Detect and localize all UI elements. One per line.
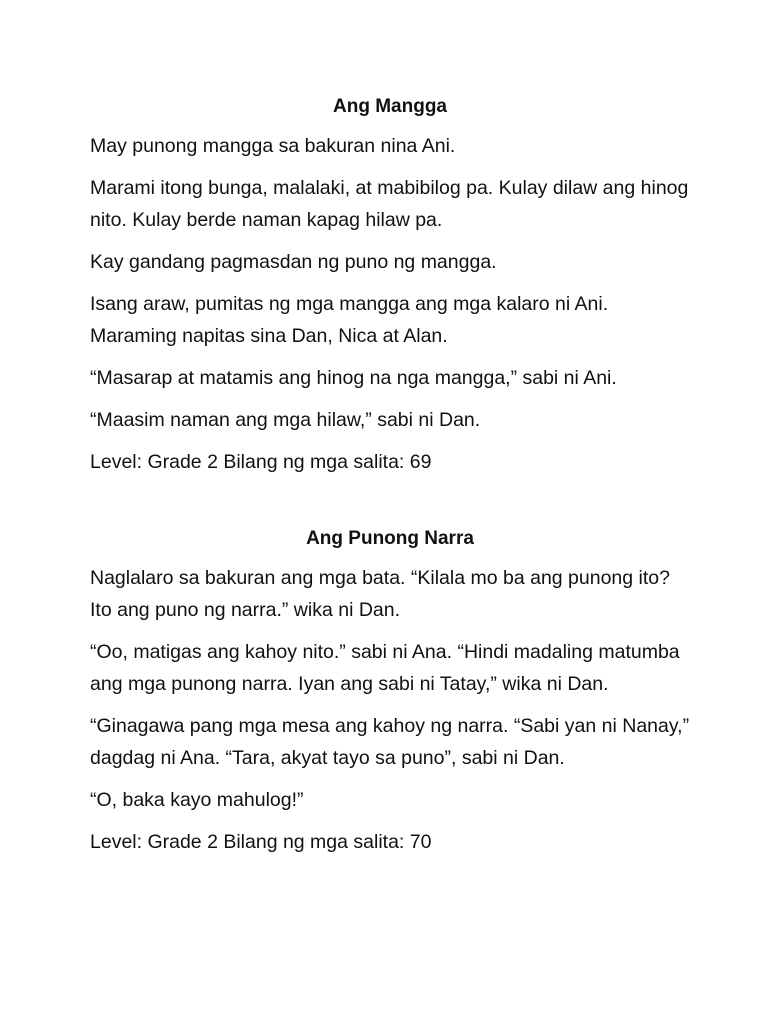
story-paragraph: “Ginagawa pang mga mesa ang kahoy ng narra. “Sabi yan ni Nanay,” dagdag ni Ana. “Tara, akyat tayo sa puno”, sabi ni Dan. xyxy=(90,715,690,769)
story-paragraph: Naglalaro sa bakuran ang mga bata. “Kilala mo ba ang punong ito? Ito ang puno ng narra.” wika ni Dan. xyxy=(90,567,670,621)
story-title: Ang Mangga xyxy=(333,96,447,117)
story-paragraph: Marami itong bunga, malalaki, at mabibilog pa. Kulay dilaw ang hinog nito. Kulay berde naman kapag hilaw pa. xyxy=(90,177,689,231)
story-title: Ang Punong Narra xyxy=(306,528,474,549)
story-paragraph: May punong mangga sa bakuran nina Ani. xyxy=(90,135,456,157)
story-paragraph: “Maasim naman ang mga hilaw,” sabi ni Dan. xyxy=(90,409,481,431)
story-paragraph: “Oo, matigas ang kahoy nito.” sabi ni Ana. “Hindi madaling matumba ang mga punong narra. Iyan ang sabi ni Tatay,” wika ni Dan. xyxy=(90,641,680,695)
story-paragraph: “O, baka kayo mahulog!” xyxy=(90,789,304,811)
story-ang-mangga xyxy=(90,94,690,488)
story-ang-punong-narra xyxy=(90,526,690,868)
story-level: Level: Grade 2 Bilang ng mga salita: 69 xyxy=(90,451,432,473)
story-level: Level: Grade 2 Bilang ng mga salita: 70 xyxy=(90,831,432,853)
story-paragraph: “Masarap at matamis ang hinog na nga mangga,” sabi ni Ani. xyxy=(90,367,617,389)
story-paragraph: Kay gandang pagmasdan ng puno ng mangga. xyxy=(90,251,497,273)
story-paragraph: Isang araw, pumitas ng mga mangga ang mga kalaro ni Ani. Maraming napitas sina Dan, Nica at Alan. xyxy=(90,293,609,347)
